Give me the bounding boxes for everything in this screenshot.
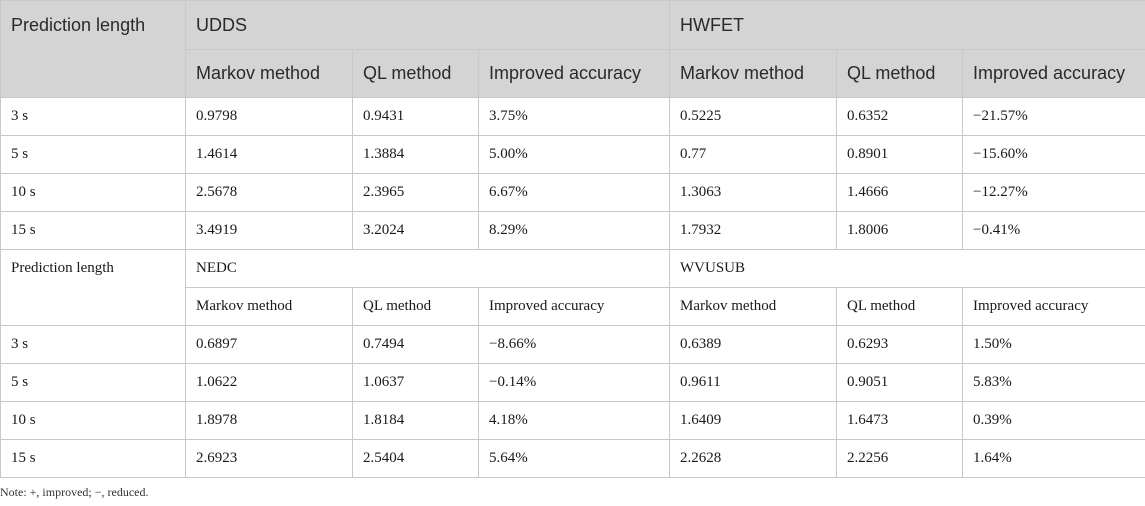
column-header: Improved accuracy (479, 288, 670, 326)
table-cell: 5 s (1, 364, 186, 402)
group-header-nedc: NEDC (186, 250, 670, 288)
table-row (1, 136, 1145, 174)
table-cell: 0.77 (670, 136, 837, 174)
table-cell: 0.39% (963, 402, 1145, 440)
row-header-cell: Prediction length (1, 250, 186, 326)
column-header: Markov method (670, 50, 837, 98)
column-header: Markov method (670, 288, 837, 326)
table-cell: 3.75% (479, 98, 670, 136)
column-header: Improved accuracy (963, 50, 1145, 98)
table-cell: 10 s (1, 174, 186, 212)
table-cell: 0.6897 (186, 326, 353, 364)
column-header: QL method (353, 288, 479, 326)
table-cell: 15 s (1, 440, 186, 478)
table-cell: 0.9798 (186, 98, 353, 136)
table-cell: 2.2628 (670, 440, 837, 478)
table-row (1, 212, 1145, 250)
table-cell: 5.64% (479, 440, 670, 478)
column-header: Improved accuracy (479, 50, 670, 98)
table-cell: 1.50% (963, 326, 1145, 364)
table-cell: 2.5404 (353, 440, 479, 478)
table-cell: 0.6293 (837, 326, 963, 364)
table-cell: 6.67% (479, 174, 670, 212)
table-cell: −0.41% (963, 212, 1145, 250)
table-cell: 1.4614 (186, 136, 353, 174)
table-cell: 4.18% (479, 402, 670, 440)
table-cell: 0.9611 (670, 364, 837, 402)
table-cell: 15 s (1, 212, 186, 250)
table-cell: 8.29% (479, 212, 670, 250)
table-cell: 5 s (1, 136, 186, 174)
table-cell: 1.0637 (353, 364, 479, 402)
table-cell: 0.7494 (353, 326, 479, 364)
table-cell: 3 s (1, 326, 186, 364)
table-cell: 0.9051 (837, 364, 963, 402)
table-cell: 0.6352 (837, 98, 963, 136)
table-cell: 2.6923 (186, 440, 353, 478)
table-cell: 3.4919 (186, 212, 353, 250)
table-cell: 0.5225 (670, 98, 837, 136)
table-cell: 1.0622 (186, 364, 353, 402)
group-header-hwfet: HWFET (670, 1, 1145, 50)
table-note: Note: +, improved; −, reduced. (0, 485, 149, 499)
table-cell: 0.6389 (670, 326, 837, 364)
table-cell: 2.2256 (837, 440, 963, 478)
table-cell: 5.00% (479, 136, 670, 174)
table-cell: −8.66% (479, 326, 670, 364)
table-cell: 1.4666 (837, 174, 963, 212)
table-row (1, 440, 1145, 478)
column-header: Markov method (186, 288, 353, 326)
column-header: QL method (353, 50, 479, 98)
column-header: Markov method (186, 50, 353, 98)
table-cell: 2.5678 (186, 174, 353, 212)
table-cell: 2.3965 (353, 174, 479, 212)
table-cell: 0.9431 (353, 98, 479, 136)
table-header-row (1, 250, 1145, 288)
table-cell: −0.14% (479, 364, 670, 402)
column-header: QL method (837, 50, 963, 98)
row-header-cell: Prediction length (1, 1, 186, 98)
table-cell: 1.7932 (670, 212, 837, 250)
table-row (1, 402, 1145, 440)
table-row (1, 174, 1145, 212)
table-cell: 5.83% (963, 364, 1145, 402)
table-cell: 1.64% (963, 440, 1145, 478)
column-header: QL method (837, 288, 963, 326)
table-cell: 1.6473 (837, 402, 963, 440)
table-cell: 1.6409 (670, 402, 837, 440)
group-header-udds: UDDS (186, 1, 670, 50)
table-cell: 1.8184 (353, 402, 479, 440)
table-row (1, 364, 1145, 402)
table-cell: −15.60% (963, 136, 1145, 174)
table-cell: 1.8006 (837, 212, 963, 250)
table-cell: 3 s (1, 98, 186, 136)
table-cell: 1.3884 (353, 136, 479, 174)
table-cell: 0.8901 (837, 136, 963, 174)
table-header-row (1, 1, 1145, 50)
table-cell: 1.8978 (186, 402, 353, 440)
group-header-wvusub: WVUSUB (670, 250, 1145, 288)
table-row (1, 98, 1145, 136)
table-row (1, 326, 1145, 364)
table-cell: 1.3063 (670, 174, 837, 212)
table-cell: 10 s (1, 402, 186, 440)
table-cell: 3.2024 (353, 212, 479, 250)
table-cell: −21.57% (963, 98, 1145, 136)
column-header: Improved accuracy (963, 288, 1145, 326)
table-cell: −12.27% (963, 174, 1145, 212)
